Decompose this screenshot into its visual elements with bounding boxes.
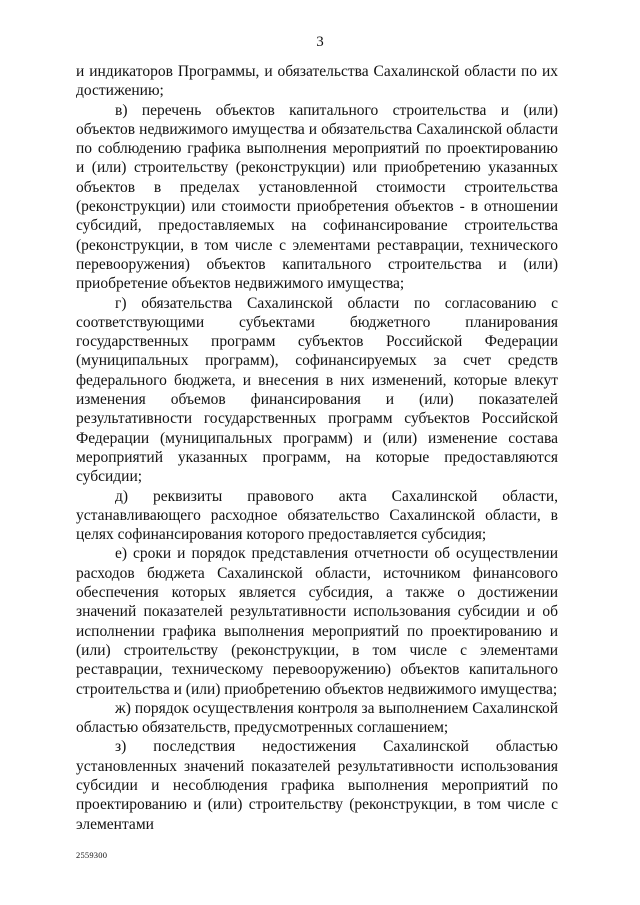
paragraph-g-program-coordination: г) обязательства Сахалинской области по согласованию с соответствующими субъектами бюджетного планирования государственных программ субъектов Российской Федерации (муниципальных программ), софинансируемых за счет средств федерального бюджета, и внесения в них изменений, которые влекут изменения объемов финансирования и (или) показателей результативности государственных программ субъектов Российской Федерации (муниципальных программ) и (или) изменение состава мероприятий указанных программ, на которые предоставляются субсидии; [76,294,558,486]
page-number: 3 [316,34,324,50]
document-code: 2559300 [76,850,108,860]
paragraph-e-reporting-terms: е) сроки и порядок представления отчетности об осуществлении расходов бюджета Сахалинской области, источником финансового обеспечения которых является субсидия, а также о достижении значений показателей результативности использования субсидии и об исполнении графика выполнения мероприятий по проектированию и (или) строительству (реконструкции, в том числе с элементами реставрации, техническому перевооружению) объектов капитального строительства и (или) приобретению объектов недвижимого имущества; [76,545,558,698]
paragraph-d-legal-act-details: д) реквизиты правового акта Сахалинской области, устанавливающего расходное обязательство Сахалинской области, в целях софинансирования которого предоставляется субсидия; [76,487,558,544]
paragraph-indicators-continuation: и индикаторов Программы, и обязательства Сахалинской области по их достижению; [76,63,558,100]
document-body [76,62,558,834]
paragraph-z-consequences: з) последствия недостижения Сахалинской областью установленных значений показателей результативности использования субсидии и несоблюдения графика выполнения мероприятий по проектированию и (или) строительству (реконструкции, в том числе с элементами [76,738,558,833]
paragraph-zh-control-procedure: ж) порядок осуществления контроля за выполнением Сахалинской областью обязательств, предусмотренных соглашением; [76,699,558,737]
paragraph-v-capital-objects: в) перечень объектов капитального строительства и (или) объектов недвижимого имущества и обязательства Сахалинской области по соблюдению графика выполнения мероприятий по проектированию и (или) строительству (реконструкции) или приобретению указанных объектов в пределах установленной стоимости строительства (реконструкции) или стоимости приобретения объектов - в отношении субсидий, предоставляемых на софинансирование строительства (реконструкции, в том числе с элементами реставрации, технического перевооружения) объектов капитального строительства и (или) приобретение объектов недвижимого имущества; [76,101,558,293]
